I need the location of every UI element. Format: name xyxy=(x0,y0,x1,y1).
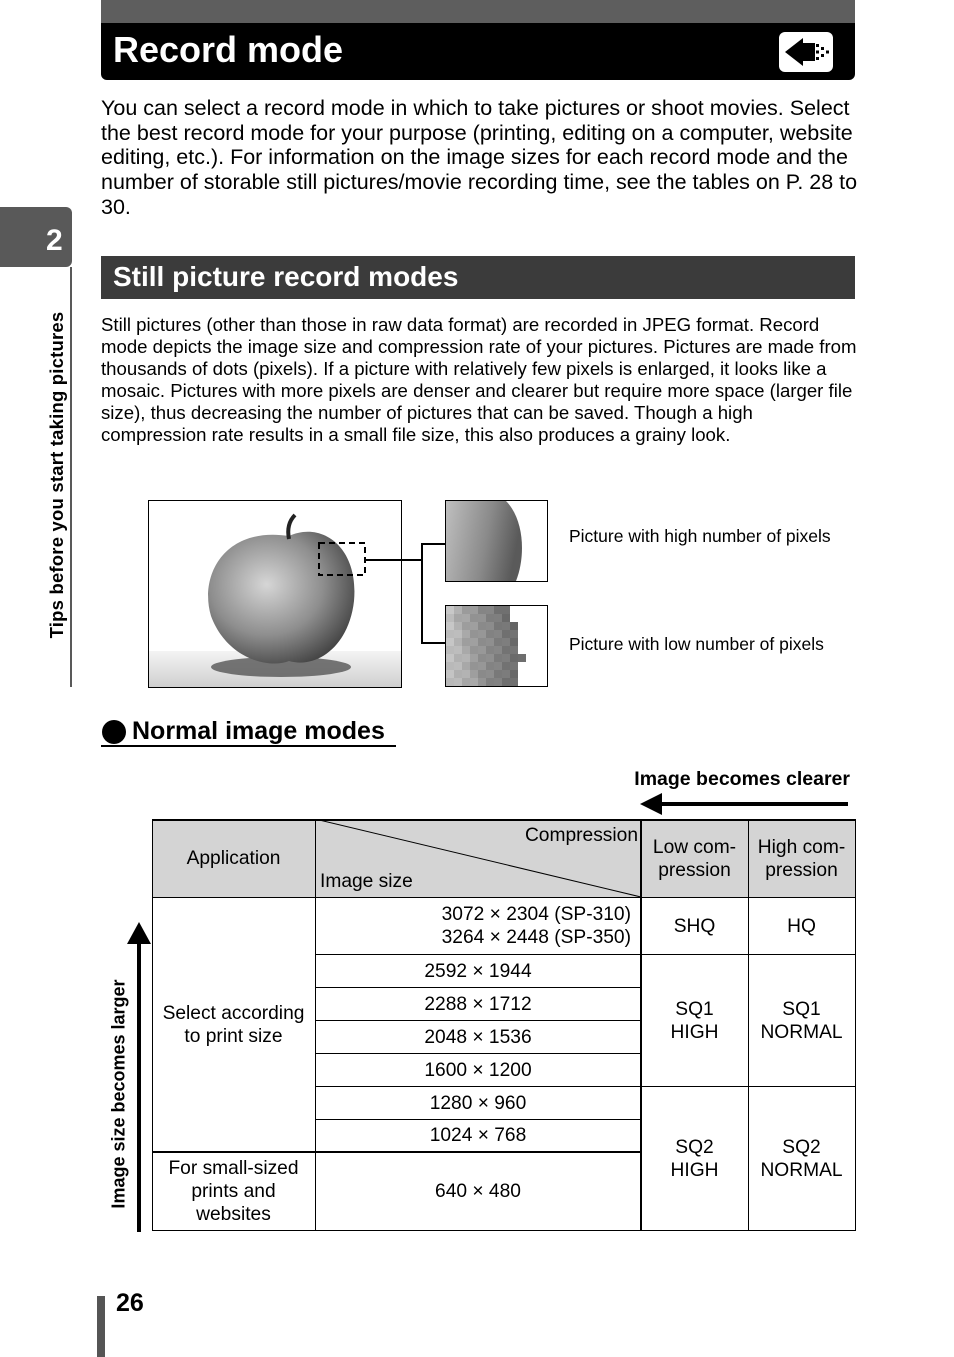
up-arrow-icon xyxy=(126,922,152,1232)
size-row-6: 1024 × 768 xyxy=(429,1125,527,1146)
size-row-1: 2592 × 1944 xyxy=(424,960,532,982)
header-top-bar xyxy=(101,0,855,24)
header-low-compression: Low com- pression xyxy=(652,836,737,881)
size-row-0: 3072 × 2304 (SP-310) 3264 × 2448 (SP-350) xyxy=(441,904,631,948)
mode-sq1-high: SQ1 HIGH xyxy=(670,998,719,1043)
size-row-4: 1600 × 1200 xyxy=(424,1059,532,1081)
clearer-label: Image becomes clearer xyxy=(634,768,850,790)
header-compression: Compression xyxy=(524,824,638,846)
chapter-tab-line xyxy=(70,267,72,687)
size-row-2: 2288 × 1712 xyxy=(424,993,532,1015)
size-row-5: 1280 × 960 xyxy=(429,1092,527,1114)
section-body: Still pictures (other than those in raw data format) are recorded in JPEG format. Record mode depicts the image size and compression rate of your pictures. Pictures are made from thousands of dots (pixels). If a picture with relatively few pixels is enlarged, it looks like a mosaic. Pictures with more pixels are denser and clearer but require more space (larger file size), thus decreasing the number of pictures that can be saved. Though a high compression rate results in a small file size, this also produces a grainy look. xyxy=(101,314,857,445)
bullet-icon xyxy=(102,720,126,744)
larger-label: Image size becomes larger xyxy=(108,979,129,1209)
mode-hq: HQ xyxy=(787,915,816,937)
low-pixel-sample xyxy=(445,605,548,687)
page-number-bar xyxy=(97,1296,105,1357)
chapter-title: Tips before you start taking pictures xyxy=(46,311,67,639)
chapter-number: 2 xyxy=(46,224,63,257)
intro-paragraph: You can select a record mode in which to take pictures or shoot movies. Select the best record mode for your purpose (printing, editing on a computer, website editing, etc.). For information on the image sizes for each record mode and the number of storable still pictures/movie recording time, see the tables on P. 28 to 30. xyxy=(101,96,858,219)
header-image-size: Image size xyxy=(320,870,413,892)
record-mode-icon xyxy=(779,32,833,72)
record-mode-table xyxy=(152,819,856,1231)
page-number: 26 xyxy=(116,1289,144,1317)
mode-sq2-normal: SQ2 NORMAL xyxy=(760,1136,843,1181)
caption-low-pixels: Picture with low number of pixels xyxy=(569,634,824,654)
app-print-size: Select according to print size xyxy=(162,1002,305,1047)
normal-modes-underline xyxy=(101,745,396,747)
caption-high-pixels: Picture with high number of pixels xyxy=(569,526,831,546)
size-row-3: 2048 × 1536 xyxy=(424,1026,532,1048)
mode-sq1-normal: SQ1 NORMAL xyxy=(760,998,843,1043)
left-arrow-icon xyxy=(640,792,850,816)
zoom-connector-lines xyxy=(216,540,446,650)
app-small-prints: For small-sized prints and websites xyxy=(168,1158,299,1225)
section-title: Still picture record modes xyxy=(113,261,459,292)
header-application: Application xyxy=(186,848,281,869)
page-title: Record mode xyxy=(113,29,344,70)
header-high-compression: High com- pression xyxy=(757,836,846,881)
normal-modes-title: Normal image modes xyxy=(132,717,385,745)
high-pixel-sample xyxy=(445,500,548,582)
size-row-7: 640 × 480 xyxy=(435,1181,521,1202)
mode-sq2-high: SQ2 HIGH xyxy=(670,1136,719,1181)
mode-shq: SHQ xyxy=(673,915,716,937)
